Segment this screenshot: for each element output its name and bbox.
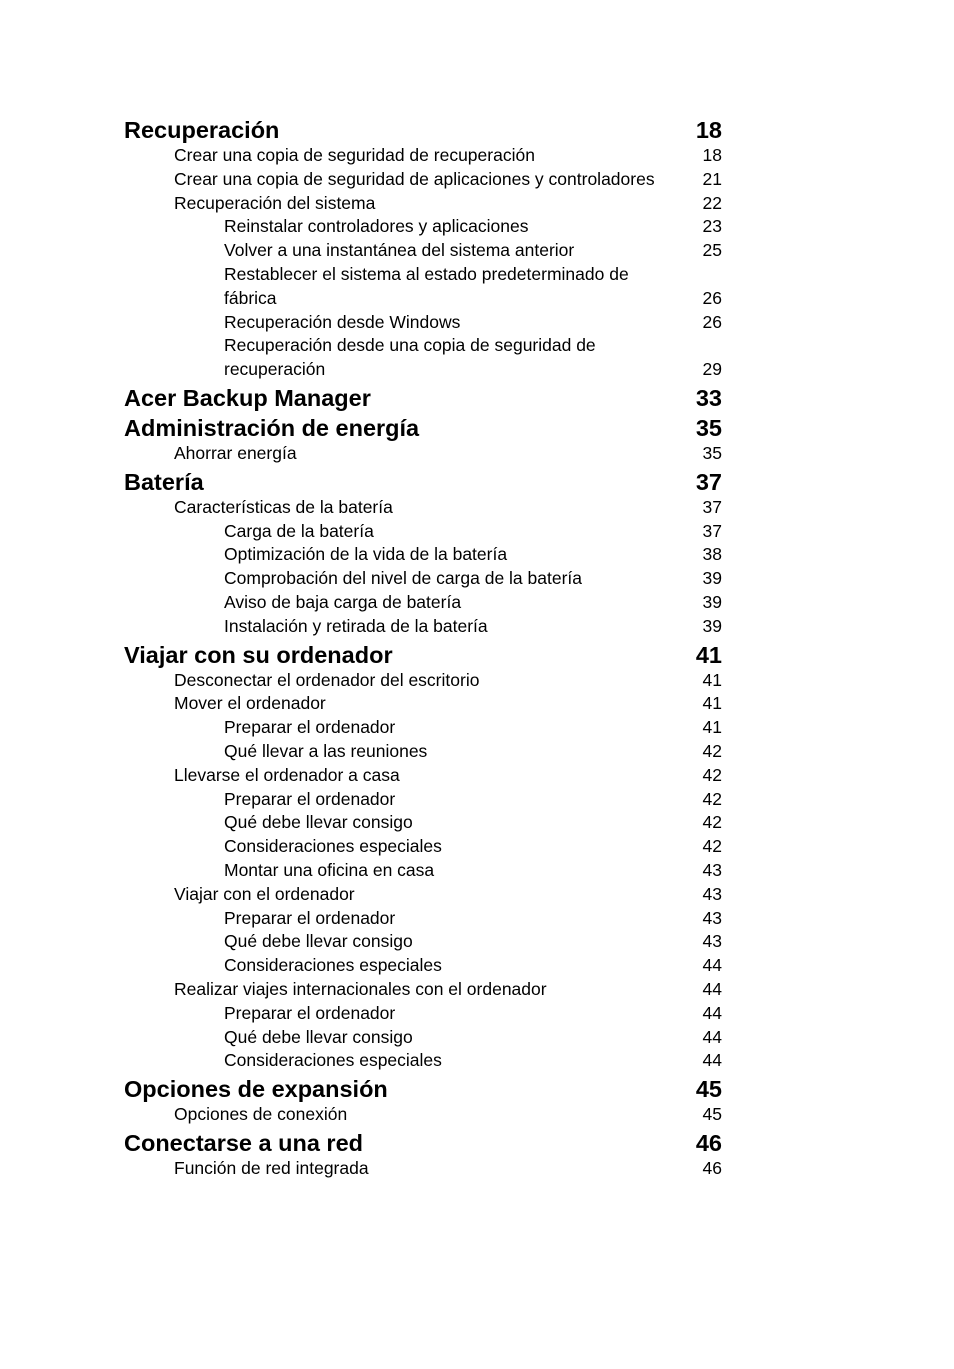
toc-entry-title: Viajar con su ordenador: [124, 641, 393, 668]
toc-subsection[interactable]: [124, 740, 722, 764]
toc-page-number: 37: [695, 468, 722, 495]
toc-page-number: 44: [702, 1002, 722, 1023]
toc-entry-title: Batería: [124, 468, 204, 495]
toc-page-number: 29: [702, 359, 722, 380]
toc-subsection[interactable]: [124, 591, 722, 615]
toc-subsection[interactable]: [124, 954, 722, 978]
toc-entry-title: Crear una copia de seguridad de recuperación: [174, 145, 535, 165]
toc-subsection[interactable]: [124, 1026, 722, 1050]
toc-entry-title: Preparar el ordenador: [224, 717, 396, 738]
toc-page-number: 44: [702, 978, 722, 999]
toc-entry-title: Opciones de conexión: [174, 1104, 348, 1125]
toc-entry-title: Instalación y retirada de la batería: [224, 615, 488, 636]
toc-subsection[interactable]: [124, 215, 722, 239]
toc-page-number: 42: [702, 836, 722, 857]
toc-page-number: 43: [702, 907, 722, 928]
toc-page-number: 33: [695, 384, 722, 411]
toc-page-number: 37: [702, 520, 722, 541]
toc-entry-title: Preparar el ordenador: [224, 907, 396, 928]
toc-chapter[interactable]: [124, 414, 722, 442]
toc-page-number: 43: [702, 859, 722, 880]
toc-entry-title: Optimización de la vida de la batería: [224, 544, 508, 565]
toc-entry-title: Características de la batería: [174, 496, 393, 517]
toc-section[interactable]: [124, 883, 722, 907]
toc-page-number: 45: [702, 1104, 722, 1125]
toc-subsection[interactable]: [124, 263, 722, 311]
toc-entry-title: Mover el ordenador: [174, 693, 326, 714]
toc-entry-title: Viajar con el ordenador: [174, 883, 355, 904]
toc-chapter[interactable]: [124, 641, 722, 669]
toc-page-number: 44: [702, 1050, 722, 1071]
toc-page-number: 38: [702, 544, 722, 565]
toc-entry-title: Recuperación desde Windows: [224, 311, 461, 332]
toc-page-number: 21: [702, 168, 722, 189]
toc-page-number: 39: [702, 568, 722, 589]
toc-entry-title: Consideraciones especiales: [224, 836, 442, 857]
toc-entry-title: Carga de la batería: [224, 520, 374, 541]
toc-entry-title: Preparar el ordenador: [224, 1002, 396, 1023]
toc-entry-title: Consideraciones especiales: [224, 1050, 442, 1071]
toc-entry-title: Comprobación del nivel de carga de la batería: [224, 568, 582, 589]
toc-subsection[interactable]: [124, 811, 722, 835]
toc-entry-title: Crear una copia de seguridad de aplicaciones y controladores: [174, 168, 655, 189]
toc-subsection[interactable]: [124, 1049, 722, 1073]
table-of-contents: [124, 116, 722, 1181]
toc-entry-title: Restablecer el sistema al estado predeterminado de fábrica: [224, 263, 629, 308]
toc-page-number: 43: [702, 883, 722, 904]
toc-subsection[interactable]: [124, 520, 722, 544]
toc-page-number: 39: [702, 591, 722, 612]
toc-entry-title: Función de red integrada: [174, 1157, 369, 1178]
toc-chapter[interactable]: [124, 1075, 722, 1103]
toc-subsection[interactable]: [124, 311, 722, 335]
toc-subsection[interactable]: [124, 1002, 722, 1026]
toc-entry-title: Preparar el ordenador: [224, 788, 396, 809]
toc-subsection[interactable]: [124, 907, 722, 931]
toc-page-number: 35: [695, 414, 722, 441]
toc-page-number: 41: [702, 717, 722, 738]
toc-page-number: 42: [702, 788, 722, 809]
toc-page-number: 41: [695, 641, 722, 668]
toc-page-number: 46: [695, 1129, 722, 1156]
toc-entry-title: Qué debe llevar consigo: [224, 931, 413, 952]
toc-section[interactable]: [124, 442, 722, 466]
toc-page-number: 41: [702, 693, 722, 714]
toc-page-number: 43: [702, 931, 722, 952]
toc-subsection[interactable]: [124, 788, 722, 812]
toc-entry-title: Desconectar el ordenador del escritorio: [174, 669, 480, 690]
toc-subsection[interactable]: [124, 835, 722, 859]
toc-page-number: 44: [702, 1026, 722, 1047]
toc-subsection[interactable]: [124, 567, 722, 591]
toc-entry-title: Qué debe llevar consigo: [224, 812, 413, 833]
toc-page-number: 35: [702, 442, 722, 463]
toc-section[interactable]: [124, 192, 722, 216]
toc-entry-title: Conectarse a una red: [124, 1129, 364, 1156]
toc-section[interactable]: [124, 692, 722, 716]
toc-page-number: 18: [702, 145, 722, 165]
toc-entry-title: Acer Backup Manager: [124, 384, 371, 411]
toc-page-number: 42: [702, 764, 722, 785]
toc-entry-title: Montar una oficina en casa: [224, 859, 435, 880]
toc-page-number: 42: [702, 740, 722, 761]
toc-entry-title: Aviso de baja carga de batería: [224, 591, 462, 612]
toc-section[interactable]: [124, 144, 722, 168]
toc-entry-title: Administración de energía: [124, 414, 420, 441]
toc-chapter[interactable]: [124, 468, 722, 496]
toc-section[interactable]: [124, 496, 722, 520]
toc-chapter[interactable]: [124, 384, 722, 412]
toc-page-number: 45: [695, 1076, 722, 1103]
toc-page-number: 22: [702, 192, 722, 213]
toc-subsection[interactable]: [124, 716, 722, 740]
toc-entry-title: Recuperación: [124, 117, 280, 143]
toc-page-number: 18: [695, 117, 722, 143]
toc-entry-title: Reinstalar controladores y aplicaciones: [224, 216, 529, 237]
toc-section[interactable]: [124, 978, 722, 1002]
toc-page-number: 41: [702, 669, 722, 690]
toc-page-number: 44: [702, 955, 722, 976]
toc-page-number: 46: [702, 1157, 722, 1178]
toc-subsection[interactable]: [124, 543, 722, 567]
toc-chapter[interactable]: [124, 1129, 722, 1157]
toc-entry-title: Qué llevar a las reuniones: [224, 740, 428, 761]
toc-page-number: 42: [702, 812, 722, 833]
toc-page-number: 26: [702, 287, 722, 308]
toc-section[interactable]: [124, 1157, 722, 1181]
toc-entry-title: Realizar viajes internacionales con el ordenador: [174, 978, 547, 999]
toc-section[interactable]: [124, 168, 722, 192]
toc-entry-title: Consideraciones especiales: [224, 955, 442, 976]
toc-subsection[interactable]: [124, 615, 722, 639]
toc-entry-title: Llevarse el ordenador a casa: [174, 764, 400, 785]
toc-entry-title: Ahorrar energía: [174, 442, 297, 463]
toc-chapter[interactable]: [124, 116, 722, 144]
toc-subsection[interactable]: [124, 334, 722, 382]
toc-entry-title: Recuperación del sistema: [174, 192, 376, 213]
toc-entry-title: Volver a una instantánea del sistema anterior: [224, 240, 575, 261]
toc-section[interactable]: [124, 764, 722, 788]
toc-subsection[interactable]: [124, 859, 722, 883]
toc-page-number: 26: [702, 311, 722, 332]
toc-page-number: 39: [702, 615, 722, 636]
toc-subsection[interactable]: [124, 930, 722, 954]
toc-entry-title: Recuperación desde una copia de seguridad de recuperación: [224, 335, 596, 380]
toc-page-number: 37: [702, 496, 722, 517]
toc-entry-title: Qué debe llevar consigo: [224, 1026, 413, 1047]
toc-entry-title: Opciones de expansión: [124, 1076, 388, 1103]
toc-page-number: 23: [702, 216, 722, 237]
toc-page-number: 25: [702, 240, 722, 261]
toc-section[interactable]: [124, 669, 722, 693]
toc-section[interactable]: [124, 1103, 722, 1127]
toc-subsection[interactable]: [124, 239, 722, 263]
